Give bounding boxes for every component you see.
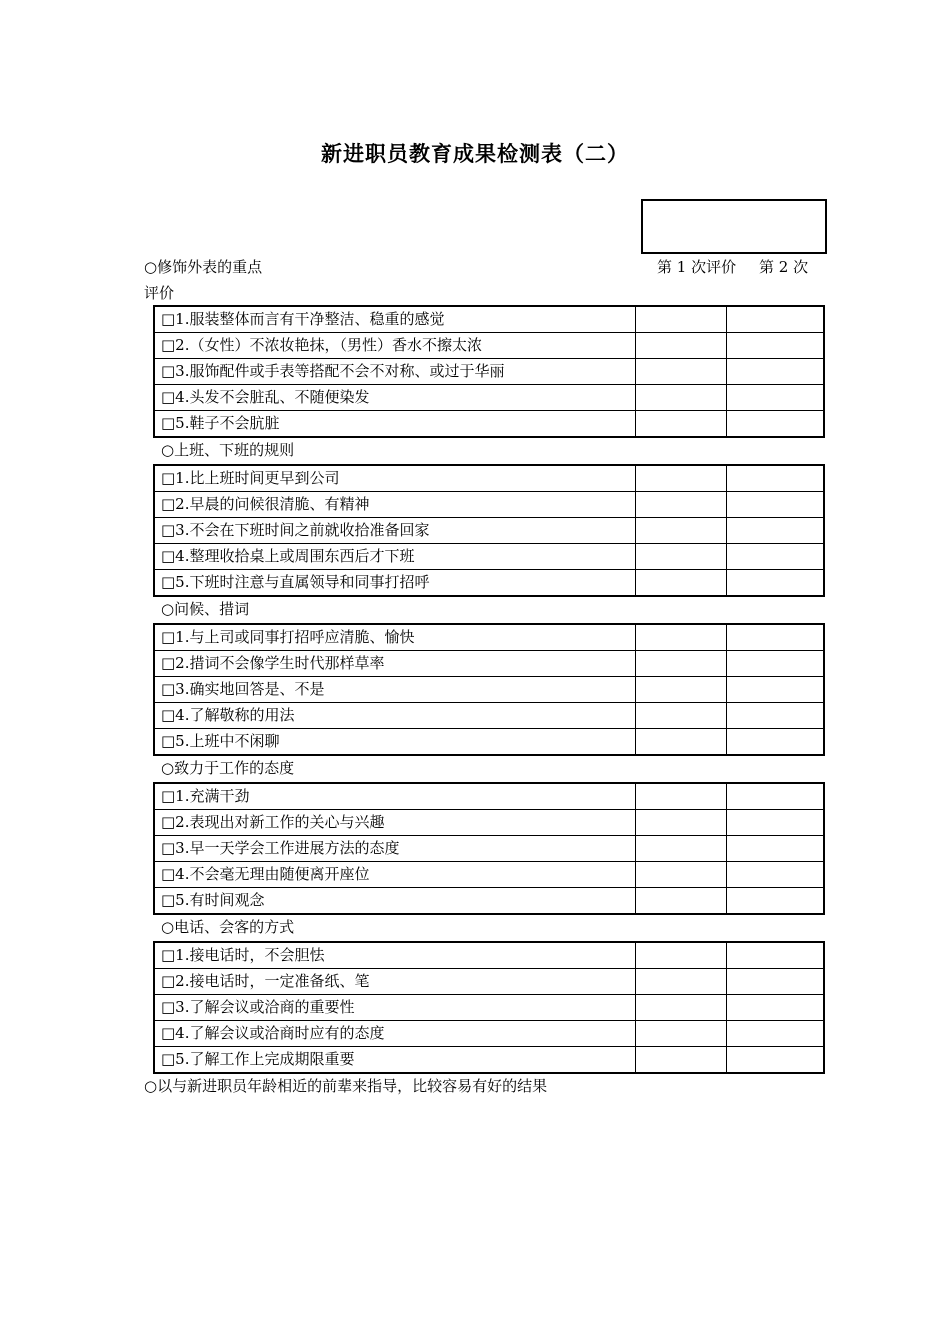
item-label: □3.服饰配件或手表等搭配不会不对称、或过于华丽: [154, 359, 636, 385]
score-cell-second[interactable]: [726, 1047, 824, 1074]
score-cell-second[interactable]: [726, 836, 824, 862]
table-row: [154, 465, 824, 492]
table-row: [154, 492, 824, 518]
item-label: □5.有时间观念: [154, 888, 636, 915]
score-cell-second[interactable]: [726, 703, 824, 729]
table-row: [154, 411, 824, 438]
item-label: □5.下班时注意与直属领导和同事打招呼: [154, 570, 636, 597]
score-cell-first[interactable]: [636, 969, 726, 995]
table-row: [154, 333, 824, 359]
score-cell-first[interactable]: [636, 544, 726, 570]
table-row: [154, 570, 824, 597]
table-row: [154, 385, 824, 411]
table-row: [154, 306, 824, 333]
score-cell-second[interactable]: [726, 333, 824, 359]
score-cell-second[interactable]: [726, 651, 824, 677]
section-heading-commute: ○上班、下班的规则: [161, 441, 295, 459]
score-cell-second[interactable]: [726, 810, 824, 836]
score-cell-first[interactable]: [636, 624, 726, 651]
item-label: □4.整理收拾桌上或周围东西后才下班: [154, 544, 636, 570]
item-label: □1.接电话时，不会胆怯: [154, 942, 636, 969]
column-header-wrap: 评价: [144, 284, 175, 302]
score-cell-first[interactable]: [636, 465, 726, 492]
table-row: [154, 810, 824, 836]
score-cell-first[interactable]: [636, 942, 726, 969]
table-row: [154, 624, 824, 651]
item-label: □2.接电话时，一定准备纸、笔: [154, 969, 636, 995]
score-cell-second[interactable]: [726, 995, 824, 1021]
page-title: 新进职员教育成果检测表（二）: [321, 141, 629, 166]
score-cell-second[interactable]: [726, 969, 824, 995]
score-cell-second[interactable]: [726, 492, 824, 518]
score-cell-second[interactable]: [726, 677, 824, 703]
table-row: [154, 651, 824, 677]
score-cell-first[interactable]: [636, 359, 726, 385]
section-heading-attitude: ○致力于工作的态度: [161, 759, 295, 777]
item-label: □4.头发不会脏乱、不随便染发: [154, 385, 636, 411]
item-label: □3.了解会议或洽商的重要性: [154, 995, 636, 1021]
score-cell-second[interactable]: [726, 544, 824, 570]
section-table-greeting: [153, 623, 825, 756]
score-cell-first[interactable]: [636, 492, 726, 518]
score-cell-first[interactable]: [636, 836, 726, 862]
score-cell-first[interactable]: [636, 995, 726, 1021]
score-cell-second[interactable]: [726, 783, 824, 810]
score-cell-first[interactable]: [636, 385, 726, 411]
item-label: □2.早晨的问候很清脆、有精神: [154, 492, 636, 518]
score-cell-first[interactable]: [636, 888, 726, 915]
item-label: □2.表现出对新工作的关心与兴趣: [154, 810, 636, 836]
score-cell-second[interactable]: [726, 385, 824, 411]
table-row: [154, 729, 824, 756]
score-cell-first[interactable]: [636, 703, 726, 729]
table-row: [154, 969, 824, 995]
table-row: [154, 836, 824, 862]
item-label: □2.措词不会像学生时代那样草率: [154, 651, 636, 677]
item-label: □4.了解会议或洽商时应有的态度: [154, 1021, 636, 1047]
section-table-appearance: [153, 305, 825, 438]
item-label: □1.与上司或同事打招呼应清脆、愉快: [154, 624, 636, 651]
item-label: □2.（女性）不浓妆艳抹，（男性）香水不擦太浓: [154, 333, 636, 359]
table-row: [154, 942, 824, 969]
score-cell-first[interactable]: [636, 1047, 726, 1074]
score-box: [641, 199, 827, 254]
score-cell-first[interactable]: [636, 810, 726, 836]
score-cell-second[interactable]: [726, 518, 824, 544]
item-label: □5.鞋子不会肮脏: [154, 411, 636, 438]
item-label: □5.了解工作上完成期限重要: [154, 1047, 636, 1074]
score-cell-first[interactable]: [636, 729, 726, 756]
item-label: □1.充满干劲: [154, 783, 636, 810]
section-heading-greeting: ○问候、措词: [161, 600, 250, 618]
item-label: □4.不会毫无理由随便离开座位: [154, 862, 636, 888]
score-cell-second[interactable]: [726, 862, 824, 888]
score-cell-first[interactable]: [636, 1021, 726, 1047]
item-label: □1.服装整体而言有干净整洁、稳重的感觉: [154, 306, 636, 333]
score-cell-first[interactable]: [636, 306, 726, 333]
table-row: [154, 995, 824, 1021]
score-cell-first[interactable]: [636, 862, 726, 888]
score-cell-second[interactable]: [726, 465, 824, 492]
score-cell-second[interactable]: [726, 942, 824, 969]
score-cell-second[interactable]: [726, 1021, 824, 1047]
table-row: [154, 888, 824, 915]
section-heading-appearance: ○修饰外表的重点: [144, 258, 263, 276]
score-cell-second[interactable]: [726, 359, 824, 385]
score-cell-second[interactable]: [726, 570, 824, 597]
column-header-first: 第 1 次评价: [657, 258, 737, 276]
score-cell-first[interactable]: [636, 333, 726, 359]
score-cell-second[interactable]: [726, 888, 824, 915]
table-row: [154, 359, 824, 385]
table-row: [154, 518, 824, 544]
item-label: □3.确实地回答是、不是: [154, 677, 636, 703]
item-label: □4.了解敬称的用法: [154, 703, 636, 729]
score-cell-first[interactable]: [636, 411, 726, 438]
score-cell-first[interactable]: [636, 677, 726, 703]
table-row: [154, 862, 824, 888]
table-row: [154, 544, 824, 570]
score-cell-second[interactable]: [726, 624, 824, 651]
section-table-commute: [153, 464, 825, 597]
table-row: [154, 677, 824, 703]
item-label: □3.不会在下班时间之前就收拾准备回家: [154, 518, 636, 544]
item-label: □1.比上班时间更早到公司: [154, 465, 636, 492]
score-cell-second[interactable]: [726, 306, 824, 333]
section-heading-phone: ○电话、会客的方式: [161, 918, 295, 936]
section-table-phone: [153, 941, 825, 1074]
footer-note: ○以与新进职员年龄相近的前辈来指导，比较容易有好的结果: [144, 1077, 548, 1095]
score-cell-second[interactable]: [726, 411, 824, 438]
table-row: [154, 1047, 824, 1074]
score-cell-first[interactable]: [636, 518, 726, 544]
table-row: [154, 703, 824, 729]
score-cell-first[interactable]: [636, 651, 726, 677]
score-cell-first[interactable]: [636, 783, 726, 810]
item-label: □3.早一天学会工作进展方法的态度: [154, 836, 636, 862]
item-label: □5.上班中不闲聊: [154, 729, 636, 756]
section-table-attitude: [153, 782, 825, 915]
column-header-second: 第 2 次: [759, 258, 809, 276]
score-cell-second[interactable]: [726, 729, 824, 756]
score-cell-first[interactable]: [636, 570, 726, 597]
table-row: [154, 1021, 824, 1047]
table-row: [154, 783, 824, 810]
